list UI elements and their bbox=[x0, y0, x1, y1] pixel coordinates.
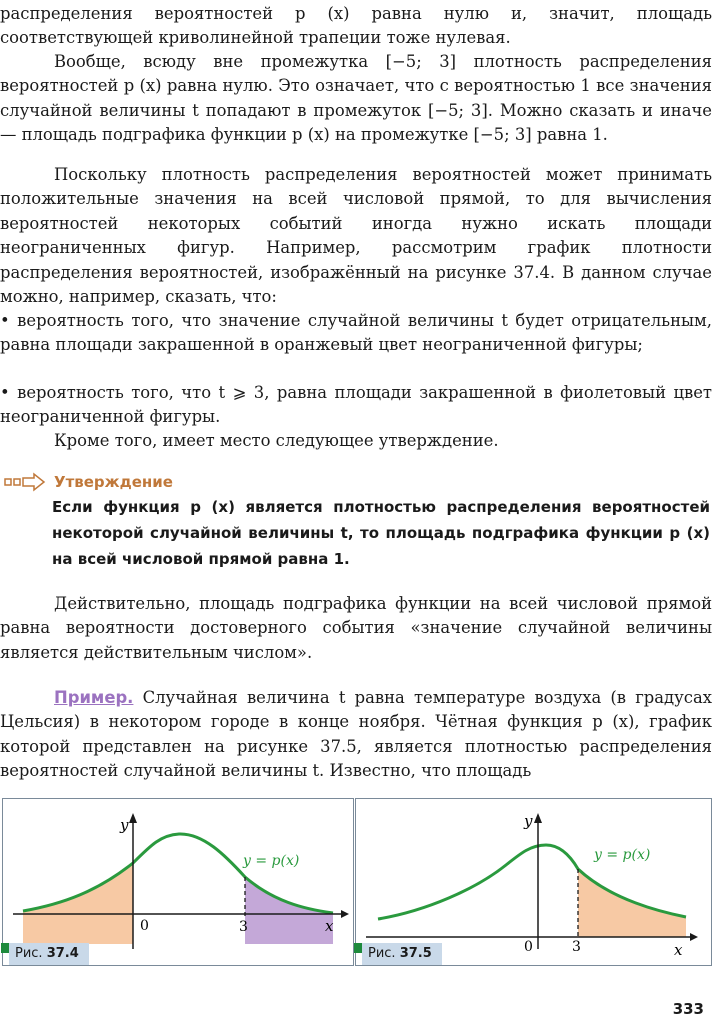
theorem-text: Если функция p (x) является плотностью распределения вероятностей некоторой случайной величины t, то площадь подграфика функции p (x) на всей числовой прямой равна 1. bbox=[52, 498, 710, 568]
theorem-label: Утверждение bbox=[54, 473, 173, 491]
figure-37-5-plot bbox=[356, 799, 711, 965]
origin-label: 0 bbox=[524, 939, 533, 955]
figure-caption bbox=[9, 943, 89, 965]
paragraph-example bbox=[0, 686, 712, 784]
figure-37-4 bbox=[2, 798, 354, 966]
paragraph-interval: Вообще, всюду вне промежутка [−5; 3] плотность распределения вероятностей p (x) равна нулю. Это означает, что с вероятностью 1 все значения случайной величины t попадают в промежуток [−5; 3]. Можно сказать и иначе — площадь подграфика функции p (x) на промежутке [−5; 3] равна 1. bbox=[0, 52, 712, 145]
figure-37-5 bbox=[355, 798, 712, 966]
x-axis-label: x bbox=[674, 941, 683, 959]
curve-label: y = p(x) bbox=[243, 853, 300, 869]
origin-label: 0 bbox=[140, 918, 149, 934]
caption-prefix: Рис. bbox=[15, 946, 43, 961]
curve-label: y = p(x) bbox=[594, 847, 651, 863]
paragraph-density: Поскольку плотность распределения вероятностей может принимать положительные значения на всей числовой прямой, то для вычисления вероятностей некоторых событий иногда нужно искать площади неограниченных фигур. Например, рассмотрим график плотности распределения вероятностей, изображённый на рисунке 37.4. В данном случае можно, например, сказать, что: bbox=[0, 165, 712, 307]
figure-37-4-plot bbox=[3, 799, 353, 965]
y-axis-label: y bbox=[120, 816, 129, 834]
bullet-negative: • вероятность того, что значение случайной величины t будет отрицательным, равна площади закрашенной в оранжевый цвет неограниченной фигуры; bbox=[0, 311, 712, 355]
page-number: 333 bbox=[672, 1000, 704, 1018]
example-label: Пример. bbox=[54, 688, 134, 707]
example-text: Случайная величина t равна температуре воздуха (в градусах Цельсия) в некотором городе в конце ноября. Чётная функция p (x), график которой представлен на рисунке 37.5, является плотностью распределения вероятностей случайной величины t. Известно, что площадь bbox=[0, 688, 712, 781]
caption-number: 37.4 bbox=[46, 946, 79, 961]
caption-prefix: Рис. bbox=[368, 946, 396, 961]
caption-number: 37.5 bbox=[399, 946, 432, 961]
bullet-greater-three: • вероятность того, что t ⩾ 3, равна площади закрашенной в фиолетовый цвет неограниченной фигуры. bbox=[0, 383, 712, 427]
paragraph-proof: Действительно, площадь подграфика функции на всей числовой прямой равна вероятности достоверного события «значение случайной величины является действительным числом». bbox=[0, 594, 712, 662]
y-axis-label: y bbox=[524, 812, 533, 830]
tick-label-3: 3 bbox=[572, 939, 581, 955]
arrow-icon bbox=[4, 472, 48, 494]
tick-label-3: 3 bbox=[239, 919, 248, 935]
paragraph-intro: распределения вероятностей p (x) равна нулю и, значит, площадь соответствующей криволинейной трапеции тоже нулевая. bbox=[0, 4, 712, 48]
paragraph-statement-intro: Кроме того, имеет место следующее утверждение. bbox=[54, 431, 499, 450]
x-axis-label: x bbox=[325, 917, 334, 935]
figure-caption bbox=[362, 943, 442, 965]
